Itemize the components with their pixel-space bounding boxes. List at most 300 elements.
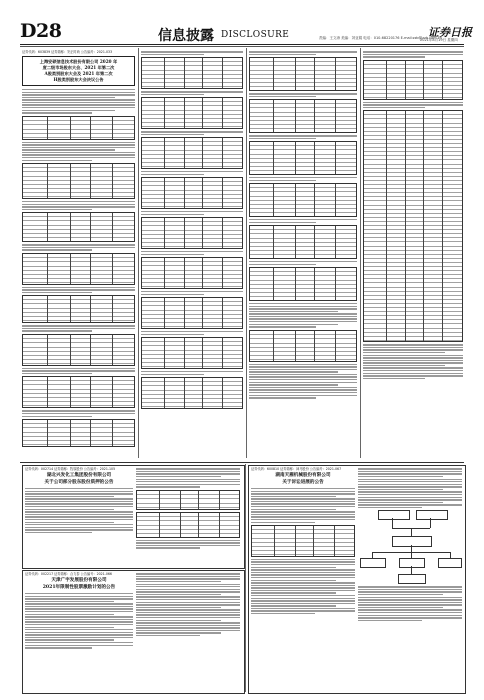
text-line: [22, 144, 135, 145]
text-line: [22, 154, 135, 155]
text-line: [141, 374, 204, 375]
text-line: [358, 507, 422, 508]
text-line: [251, 574, 355, 575]
table-column-rule: [273, 100, 274, 132]
text-line: [136, 622, 240, 623]
table-column-rule: [202, 218, 203, 248]
page-header: [0, 0, 484, 44]
table-column-rule: [295, 100, 296, 132]
table-column-rule: [90, 335, 91, 365]
data-table: [22, 163, 135, 199]
text-line: [363, 56, 425, 57]
text-line: [136, 604, 240, 605]
newspaper-logo: 证券日报: [428, 26, 472, 39]
data-table: [136, 512, 240, 538]
table-column-rule: [222, 338, 223, 368]
body-text: [136, 540, 240, 549]
table-column-rule: [334, 526, 335, 556]
table-column-rule: [335, 142, 336, 174]
text-line: [22, 330, 92, 331]
text-line: [136, 573, 240, 574]
body-text: [22, 201, 135, 210]
table-column-rule: [202, 58, 203, 88]
table-column-rule: [202, 338, 203, 368]
text-line: [25, 516, 133, 517]
text-line: [249, 138, 316, 139]
text-line: [25, 611, 133, 612]
table-column-rule: [423, 111, 424, 341]
body-text: [22, 410, 135, 417]
text-line: [249, 382, 357, 383]
table-column-rule: [47, 117, 48, 139]
text-line: [25, 519, 133, 520]
text-line: [25, 645, 133, 646]
data-table: [141, 177, 243, 209]
text-line: [22, 413, 135, 414]
data-table: [141, 337, 243, 369]
text-line: [22, 160, 92, 161]
table-column-rule: [273, 331, 274, 361]
table-column-rule: [335, 268, 336, 300]
text-line: [249, 177, 357, 178]
title-line: H股类别股东大会决议公告: [53, 77, 104, 82]
table-column-rule: [184, 218, 185, 248]
table-column-rule: [90, 420, 91, 446]
table-column-rule: [90, 296, 91, 322]
announcement-a4: [251, 467, 355, 690]
text-line: [249, 397, 316, 398]
text-line: [25, 614, 114, 615]
text-line: [358, 499, 462, 500]
text-line: [136, 584, 240, 585]
data-table: [249, 141, 357, 175]
announcement-a1: [22, 50, 135, 458]
security-code: 证券代码：002217 证券简称：合力泰 公告编号：2021-066: [25, 572, 112, 576]
body-text: [22, 89, 135, 114]
table-column-rule: [202, 98, 203, 128]
text-line: [358, 597, 462, 598]
text-line: [358, 486, 462, 487]
text-line: [358, 484, 462, 485]
text-line: [25, 606, 133, 607]
table-column-rule: [184, 338, 185, 368]
table-column-rule: [202, 178, 203, 208]
table-column-rule: [90, 377, 91, 407]
text-line: [25, 498, 133, 499]
text-line: [25, 632, 133, 633]
text-line: [251, 514, 355, 515]
table-column-rule: [70, 377, 71, 407]
table-column-rule: [70, 420, 71, 446]
text-line: [251, 587, 355, 588]
text-line: [136, 617, 240, 618]
text-line: [251, 590, 355, 591]
security-code: 证券代码：603839 证券简称：安正时尚 公告编号：2021-033: [22, 50, 113, 54]
announcement-a2-cont: [136, 467, 240, 565]
text-line: [25, 634, 133, 635]
text-line: [251, 496, 336, 497]
text-line: [249, 326, 316, 327]
text-line: [25, 509, 114, 510]
text-line: [251, 608, 355, 609]
text-line: [25, 506, 133, 507]
text-line: [363, 355, 463, 356]
body-text: [249, 135, 357, 139]
text-line: [22, 147, 135, 148]
text-line: [141, 254, 204, 255]
text-line: [25, 493, 133, 494]
table-column-rule: [295, 226, 296, 258]
text-line: [22, 149, 115, 150]
text-line: [22, 142, 135, 143]
table-column-rule: [164, 138, 165, 168]
text-line: [251, 580, 336, 581]
data-table: [249, 99, 357, 133]
data-table: [22, 334, 135, 366]
header-rule: [20, 44, 464, 45]
text-line: [249, 376, 357, 377]
table-column-rule: [273, 226, 274, 258]
text-line: [22, 157, 135, 158]
table-column-rule: [112, 254, 113, 284]
text-line: [141, 294, 204, 295]
upper-column-2: [141, 50, 243, 458]
table-column-rule: [219, 513, 220, 537]
text-line: [136, 599, 240, 600]
table-column-rule: [184, 58, 185, 88]
text-line: [251, 572, 355, 573]
table-column-rule: [442, 111, 443, 341]
body-text: [141, 131, 243, 135]
table-column-rule: [222, 218, 223, 248]
body-text: [141, 251, 243, 255]
text-line: [136, 481, 240, 482]
table-column-rule: [70, 254, 71, 284]
text-line: [25, 598, 133, 599]
announcement-title: [25, 578, 133, 591]
data-table: [141, 217, 243, 249]
text-line: [363, 373, 463, 374]
table-column-rule: [164, 98, 165, 128]
text-line: [358, 471, 462, 472]
text-line: [251, 503, 355, 504]
table-column-rule: [90, 117, 91, 139]
text-line: [136, 468, 240, 469]
text-line: [25, 616, 133, 617]
table-column-rule: [112, 420, 113, 446]
text-line: [251, 506, 355, 507]
data-table: [141, 57, 243, 89]
text-line: [22, 102, 135, 103]
text-line: [141, 214, 204, 215]
text-line: [136, 479, 240, 480]
text-line: [136, 625, 240, 626]
announcement-a2: [25, 467, 133, 565]
text-line: [136, 547, 200, 548]
issue-date: 2021年8月19日 星期四: [420, 38, 458, 42]
text-line: [249, 324, 338, 325]
section-rule: [20, 462, 464, 463]
text-line: [249, 135, 357, 136]
text-line: [249, 371, 338, 372]
text-line: [251, 519, 355, 520]
text-line: [358, 607, 443, 608]
text-line: [25, 501, 133, 502]
table-column-rule: [442, 61, 443, 99]
text-line: [136, 484, 240, 485]
security-code: 证券代码：600810 证券简称：神马股份 公告编号：2021-067: [251, 467, 342, 471]
text-line: [25, 621, 133, 622]
flowchart-node: [416, 510, 448, 520]
text-line: [136, 594, 221, 595]
text-line: [249, 311, 338, 312]
table-column-rule: [112, 164, 113, 198]
title-line: 2021年限制性股票激励计划的公告: [42, 584, 116, 590]
text-line: [141, 131, 243, 132]
text-line: [136, 589, 240, 590]
table-column-rule: [314, 268, 315, 300]
table-column-rule: [184, 98, 185, 128]
data-table: [22, 212, 135, 242]
text-line: [136, 630, 240, 631]
flowchart-connector: [392, 518, 393, 528]
text-line: [25, 619, 133, 620]
data-table: [141, 257, 243, 289]
text-line: [363, 360, 463, 361]
text-line: [25, 642, 133, 643]
table-column-rule: [112, 117, 113, 139]
text-line: [251, 613, 315, 614]
text-line: [251, 509, 336, 510]
table-column-rule: [274, 526, 275, 556]
table-column-rule: [164, 298, 165, 328]
table-column-rule: [335, 331, 336, 361]
text-line: [22, 89, 135, 90]
title-line: 关于公司部分股东股份质押的公告: [44, 479, 114, 485]
text-line: [251, 605, 336, 606]
text-line: [141, 51, 243, 52]
body-text: [251, 488, 355, 523]
table-column-rule: [314, 184, 315, 216]
table-column-rule: [90, 213, 91, 241]
text-line: [249, 313, 357, 314]
text-line: [25, 527, 133, 528]
text-line: [22, 373, 92, 374]
text-line: [136, 576, 240, 577]
body-text: [141, 51, 243, 55]
text-line: [22, 247, 135, 248]
table-column-rule: [222, 58, 223, 88]
body-text: [141, 291, 243, 295]
body-text: [136, 573, 240, 636]
text-line: [363, 344, 463, 345]
data-table: [141, 137, 243, 169]
text-line: [251, 577, 355, 578]
text-line: [363, 362, 463, 363]
table-column-rule: [222, 298, 223, 328]
flowchart: [358, 510, 462, 584]
text-line: [251, 569, 355, 570]
text-line: [249, 395, 357, 396]
text-line: [363, 375, 463, 376]
title-line: 湖北兴发化工集团股份有限公司: [46, 473, 112, 478]
text-line: [25, 593, 133, 594]
section-title: 信息披露: [158, 28, 214, 44]
body-text: [22, 244, 135, 251]
text-line: [136, 545, 240, 546]
text-line: [22, 287, 135, 288]
table-column-rule: [164, 378, 165, 408]
table-column-rule: [295, 526, 296, 556]
flowchart-node: [378, 510, 410, 520]
flowchart-node: [398, 574, 426, 584]
text-line: [358, 586, 462, 587]
table-column-rule: [202, 258, 203, 288]
text-line: [358, 502, 443, 503]
table-column-rule: [47, 213, 48, 241]
text-line: [363, 367, 463, 368]
text-line: [141, 334, 204, 335]
text-line: [25, 522, 114, 523]
text-line: [22, 92, 135, 93]
table-column-rule: [295, 58, 296, 90]
body-text: [25, 488, 133, 533]
text-line: [25, 514, 133, 515]
text-line: [251, 582, 355, 583]
body-text: [22, 142, 135, 161]
text-line: [136, 596, 240, 597]
body-text: [251, 559, 355, 615]
section-title-en: DISCLOSURE: [221, 30, 290, 40]
text-line: [22, 410, 135, 411]
table-column-rule: [222, 98, 223, 128]
text-line: [358, 604, 462, 605]
data-table: [22, 116, 135, 140]
text-line: [358, 599, 462, 600]
text-line: [358, 497, 462, 498]
text-line: [251, 498, 355, 499]
text-line: [251, 516, 355, 517]
flowchart-node: [399, 558, 425, 568]
text-line: [141, 251, 243, 252]
table-column-rule: [164, 258, 165, 288]
text-line: [136, 542, 240, 543]
text-line: [251, 561, 355, 562]
text-line: [251, 491, 355, 492]
table-column-rule: [295, 331, 296, 361]
table-column-rule: [295, 142, 296, 174]
text-line: [136, 578, 240, 579]
text-line: [141, 94, 204, 95]
table-column-rule: [90, 164, 91, 198]
column-divider: [138, 48, 139, 458]
text-line: [136, 627, 240, 628]
text-line: [251, 493, 355, 494]
title-line: 上海安硕信息技术股份有限公司 2020 年: [39, 59, 118, 64]
text-line: [249, 316, 357, 317]
text-line: [22, 328, 135, 329]
text-line: [136, 632, 221, 633]
data-table: [141, 97, 243, 129]
text-line: [363, 347, 463, 348]
text-line: [363, 102, 463, 103]
text-line: [22, 152, 135, 153]
text-line: [136, 473, 240, 474]
table-column-rule: [70, 117, 71, 139]
body-text: [141, 91, 243, 95]
text-line: [363, 357, 463, 358]
data-table: [249, 330, 357, 362]
table-column-rule: [219, 491, 220, 509]
data-table: [251, 525, 355, 557]
column-divider: [360, 48, 361, 458]
data-table: [249, 57, 357, 91]
body-text: [363, 344, 463, 379]
text-line: [358, 617, 462, 618]
text-line: [363, 370, 463, 371]
table-column-rule: [112, 213, 113, 241]
text-line: [25, 503, 133, 504]
text-line: [141, 211, 243, 212]
data-table: [363, 60, 463, 100]
body-text: [22, 325, 135, 332]
table-column-rule: [405, 61, 406, 99]
text-line: [22, 244, 135, 245]
text-line: [249, 93, 357, 94]
table-column-rule: [184, 298, 185, 328]
text-line: [249, 318, 357, 319]
title-line: A股类别股东大会及 2021 年第二次: [44, 71, 113, 76]
header-rule-thin: [20, 46, 464, 47]
text-line: [249, 389, 357, 390]
text-line: [25, 637, 133, 638]
page-number: D28: [20, 20, 62, 42]
text-line: [141, 54, 204, 55]
upper-column-3: [249, 50, 357, 458]
body-text: [249, 51, 357, 55]
flowchart-node: [392, 536, 432, 547]
table-column-rule: [47, 377, 48, 407]
table-column-rule: [198, 491, 199, 509]
data-table: [249, 267, 357, 301]
announcement-title: [251, 473, 355, 486]
text-line: [22, 368, 135, 369]
table-column-rule: [335, 58, 336, 90]
table-column-rule: [273, 268, 274, 300]
text-line: [25, 639, 114, 640]
text-line: [25, 596, 133, 597]
text-line: [141, 134, 204, 135]
upper-column-4: [363, 50, 463, 458]
text-line: [358, 468, 462, 469]
text-line: [249, 219, 357, 220]
table-column-rule: [314, 226, 315, 258]
flowchart-node: [360, 558, 386, 568]
table-column-rule: [70, 335, 71, 365]
table-column-rule: [47, 164, 48, 198]
text-line: [251, 522, 315, 523]
body-text: [141, 331, 243, 335]
text-line: [363, 104, 463, 105]
table-column-rule: [295, 268, 296, 300]
data-table: [141, 377, 243, 409]
table-column-rule: [164, 58, 165, 88]
text-line: [25, 524, 133, 525]
table-column-rule: [273, 58, 274, 90]
table-column-rule: [405, 111, 406, 341]
text-line: [141, 91, 243, 92]
text-line: [249, 308, 357, 309]
